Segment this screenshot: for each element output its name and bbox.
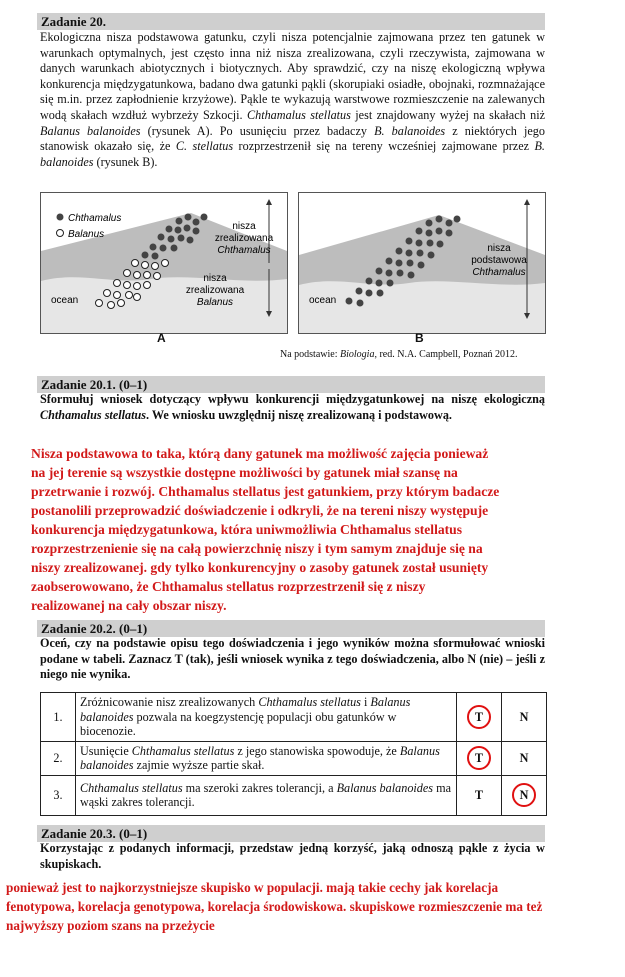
row3-option-n[interactable]: N [502,775,547,815]
selection-circle [467,746,491,770]
figure-a [40,192,288,334]
svg-text:nisza: nisza [487,243,511,254]
legend-dark-dot [57,214,64,221]
svg-text:Chthamalus: Chthamalus [472,267,526,278]
row1-option-n[interactable]: N [502,693,547,742]
row2-option-n[interactable]: N [502,741,547,775]
figure-label-a: A [157,331,166,345]
selection-circle [467,705,491,729]
row1-option-t[interactable]: T [457,693,502,742]
task203-question: Korzystając z podanych informacji, przedstaw jedną korzyść, jaką odnoszą pąkle z życia w skupiskach. [40,841,545,871]
table-row: 2. Usunięcie Chthamalus stellatus z jego stanowiska spowoduje, że Balanus balanoides zajmie wyższe partie skał. T N [41,741,547,775]
figure-label-b: B [415,331,424,345]
row2-option-t[interactable]: T [457,741,502,775]
ocean-label-a: ocean [51,295,79,306]
task202-header: Zadanie 20.2. (0–1) [37,620,545,637]
task201-header: Zadanie 20.1. (0–1) [37,376,545,393]
svg-text:Balanus: Balanus [196,297,234,308]
legend-balanus: Balanus [68,229,105,240]
row3-option-t[interactable]: T [457,775,502,815]
figure-source: Na podstawie: Biologia, red. N.A. Campbell, Poznań 2012. [280,349,518,360]
svg-text:Chthamalus: Chthamalus [217,245,271,256]
svg-text:nisza: nisza [232,221,256,232]
task20-intro: Ekologiczna nisza podstawowa gatunku, czyli nisza potencjalnie zajmowana przez ten gatunek w warunkach optymalnych, jest często inna niż nisza zrealizowana, czyli rzeczywista, zajmowana w danych warunkach abiotycznych i biotycznych. Aby sprawdzić, czy na niszę ekologiczną wpływa konkurencja międzygatunkowa, badano dwa gatunki pąkli (skorupiaki osiadłe, obojnaki, rozmnażające się m.in. przez zapłodnienie krzyżowe). Pąkle te wykazują warstwowe rozmieszczenie na zalewanych wodą skałach wzdłuż wybrzeży Szkocji. Chthamalus stellatus jest znajdowany wyżej na skałach niż Balanus balanoides (rysunek A). Po usunięciu przez badaczy B. balanoides z niektórych jego stanowisk okazało się, że C. stellatus rozprzestrzenił się na tereny wcześniej zajmowane przez B. balanoides (rysunek B). [40,30,545,169]
svg-text:zrealizowana: zrealizowana [185,285,245,296]
task20-header: Zadanie 20. [37,13,545,30]
task203-answer: ponieważ jest to najkorzystniejsze skupisko w populacji. mają takie cechy jak korelacja fenotypowa, korelacja genotypowa, korelacja środowiskowa. skupiskowe rozmieszczenie ma też najwyższy poziom szans na przeżycie [6,880,543,933]
svg-text:zrealizowana: zrealizowana [214,233,274,244]
task203-header: Zadanie 20.3. (0–1) [37,825,545,842]
task202-question: Oceń, czy na podstawie opisu tego doświadczenia i jego wyników można sformułować wnioski podane w tabeli. Zaznacz T (tak), jeśli wniosek wynika z tego doświadczenia, albo N (nie) – jeśli z niego nie wynika. [40,636,545,682]
svg-text:nisza: nisza [203,273,227,284]
ocean-label-b: ocean [309,295,337,306]
task201-answer: Nisza podstawowa to taka, którą dany gatunek ma możliwość zajęcia ponieważ na jej terenie są wszystkie dostępne możliwości by gatunek miał szansę na przetrwanie i rozwój. Chthamalus stellatus jest gatunkiem, przy którym badacze postanolili przeprowadzić doświadczenie i odkryli, że na tereni niszy występuje konkurencja międzygatunkowa, która uniwmożliwia Chthamalus stellatus rozprzestrzenienie się na całą powierzchnię niszy i tym samym znajduje się na niszy zrealizowanej. gdy tylko konkurencyjny o zasoby gatunek został usunięty zaobserowowano, że Chthamalus stellatus rozprzestrzenił się z niszy realizowanej na cały obszar niszy. [31,446,500,613]
task201-question: Sformułuj wniosek dotyczący wpływu konkurencji międzygatunkowej na niszę ekologiczną Chthamalus stellatus. We wniosku uwzględnij niszę zrealizowaną i podstawową. [40,392,545,422]
table-row: 1. Zróżnicowanie nisz zrealizowanych Chthamalus stellatus i Balanus balanoides pozwala na koegzystencję populacji obu gatunków w biocenozie. T N [41,693,547,742]
svg-text:podstawowa: podstawowa [471,255,527,266]
table-row: 3. Chthamalus stellatus ma szeroki zakres tolerancji, a Balanus balanoides ma wąski zakres tolerancji. T N [41,775,547,815]
answer-table [40,692,547,816]
selection-circle [512,783,536,807]
legend-chthamalus: Chthamalus [68,213,122,224]
figure-b [298,192,546,334]
legend-light-dot [57,230,64,237]
